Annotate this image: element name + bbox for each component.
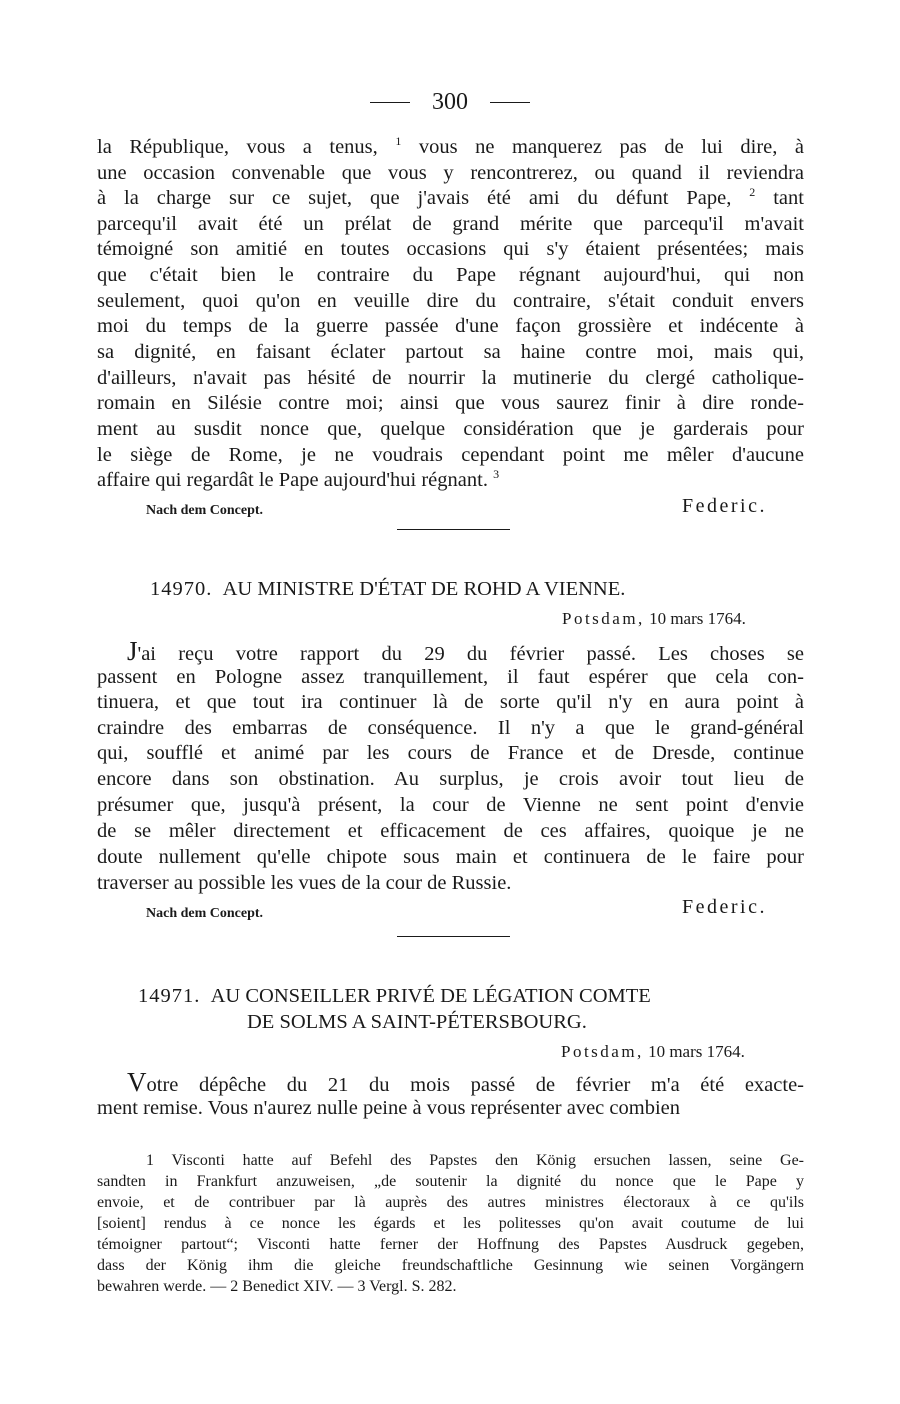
letter-title: AU MINISTRE D'ÉTAT DE ROHD A VIENNE. — [222, 578, 626, 600]
body-line: à la charge sur ce sujet, que j'avais été ami du défunt Pape, $^2$ tant — [97, 185, 804, 209]
dateline — [561, 1041, 745, 1063]
signature: Federic. — [682, 896, 767, 918]
dateline — [562, 608, 746, 630]
body-line: seulement, quoi qu'on en veuille dire du contraire, s'était conduit envers — [97, 290, 804, 312]
footnote-line: sandten in Frankfurt anzuweisen, „de soutenir la dignité du nonce que le Pape y — [97, 1173, 804, 1190]
body-line: Votre dépêche du 21 du mois passé de février m'a été exacte- — [127, 1067, 804, 1097]
body-line: de se mêler directement et efficacement de ces affaires, quoique je ne — [97, 820, 804, 842]
page-header — [0, 86, 900, 118]
separator-rule — [397, 529, 510, 530]
footnote-line: 1 Visconti hatte auf Befehl des Papstes den König ersuchen lassen, seine Ge- — [146, 1152, 804, 1169]
footnote-ref[interactable]: 1 — [395, 134, 402, 148]
body-line: tinuera, et que tout ira continuer là de sorte qu'il n'y en aura point à — [97, 691, 804, 713]
date: 10 mars 1764. — [648, 1042, 745, 1061]
body-line: moi du temps de la guerre passée d'une façon grossière et indécente à — [97, 315, 804, 337]
footnote-line: témoigner partout“; Visconti hatte ferner der Hoffnung des Papstes Ausdruck gegeben, — [97, 1236, 804, 1253]
separator-rule — [397, 936, 510, 937]
body-line: romain en Silésie contre moi; ainsi que vous saurez finir à dire ronde- — [97, 392, 804, 414]
place: Potsdam, — [561, 1042, 644, 1061]
letter-number: 14971. — [138, 985, 201, 1007]
body-line: craindre des embarras de conséquence. Il n'y a que le grand-général — [97, 717, 804, 739]
body-line: traverser au possible les vues de la cour de Russie. — [97, 872, 512, 894]
page-number: 300 — [432, 89, 468, 115]
body-line: la République, vous a tenus, $^1$ vous ne manquerez pas de lui dire, à — [97, 134, 805, 158]
body-line: ment remise. Vous n'aurez nulle peine à vous représenter avec combien — [97, 1097, 680, 1119]
source-note: Nach dem Concept. — [146, 503, 264, 518]
letter-number: 14970. — [150, 578, 213, 600]
date: 10 mars 1764. — [649, 609, 746, 628]
letter-title-continued: DE SOLMS A SAINT-PÉTERSBOURG. — [247, 1011, 587, 1033]
body-line: parcequ'il avait été un prélat de grand mérite que parcequ'il m'avait — [97, 213, 804, 235]
footnote-ref[interactable]: 3 — [493, 467, 500, 481]
body-line: qui, soufflé et animé par les cours de France et de Dresde, continue — [97, 742, 804, 764]
body-line: encore dans son obstination. Au surplus, je crois avoir tout lieu de — [97, 768, 804, 790]
body-line: une occasion convenable que vous y rencontrerez, ou quand il reviendra — [97, 162, 804, 184]
body-line: que c'était bien le contraire du Pape régnant aujourd'hui, qui non — [97, 264, 804, 286]
body-line: ment au susdit nonce que, quelque considération que je garderais pour — [97, 418, 804, 440]
place: Potsdam, — [562, 609, 645, 628]
footnote-line: bewahren werde. — 2 Benedict XIV. — 3 Vergl. S. 282. — [97, 1278, 457, 1295]
source-note: Nach dem Concept. — [146, 906, 264, 921]
drop-cap: J — [127, 636, 138, 666]
footnote-ref[interactable]: 2 — [749, 185, 756, 199]
body-line: d'ailleurs, n'avait pas hésité de nourrir la mutinerie du clergé catholique- — [97, 367, 804, 389]
body-line: doute nullement qu'elle chipote sous main et continuera de le faire pour — [97, 846, 804, 868]
letter-heading — [138, 983, 651, 1009]
body-line: le siège de Rome, je ne voudrais cependant point me mêler d'aucune — [97, 444, 804, 466]
drop-cap: V — [127, 1067, 147, 1097]
footnote-line: dass der König ihm die gleiche freundschaftliche Gesinnung wie seinen Vorgängern — [97, 1257, 804, 1274]
body-line: sa dignité, en faisant éclater partout sa haine contre moi, mais qui, — [97, 341, 804, 363]
body-line: témoigné son amitié en toutes occasions qui s'y étaient présentées; mais — [97, 238, 804, 260]
body-line: affaire qui regardât le Pape aujourd'hui régnant. $^3$ — [97, 467, 500, 491]
footnote-line: [soient] rendus à ce nonce les égards et les politesses qu'on avait coutume de lui — [97, 1215, 804, 1232]
body-line: passent en Pologne assez tranquillement, il faut espérer que cela con- — [97, 666, 804, 688]
body-line: présumer que, jusqu'à présent, la cour de Vienne ne sent point d'envie — [97, 794, 804, 816]
signature: Federic. — [682, 495, 767, 517]
letter-title: AU CONSEILLER PRIVÉ DE LÉGATION COMTE — [210, 985, 651, 1007]
header-rule-right — [490, 102, 530, 103]
footnote-line: envoie, et de contribuer par là auprès des autres ministres électoraux à ce qu'ils — [97, 1194, 804, 1211]
letter-heading — [150, 576, 625, 602]
body-line: J'ai reçu votre rapport du 29 du février passé. Les choses se — [127, 636, 804, 666]
header-rule-left — [370, 102, 410, 103]
